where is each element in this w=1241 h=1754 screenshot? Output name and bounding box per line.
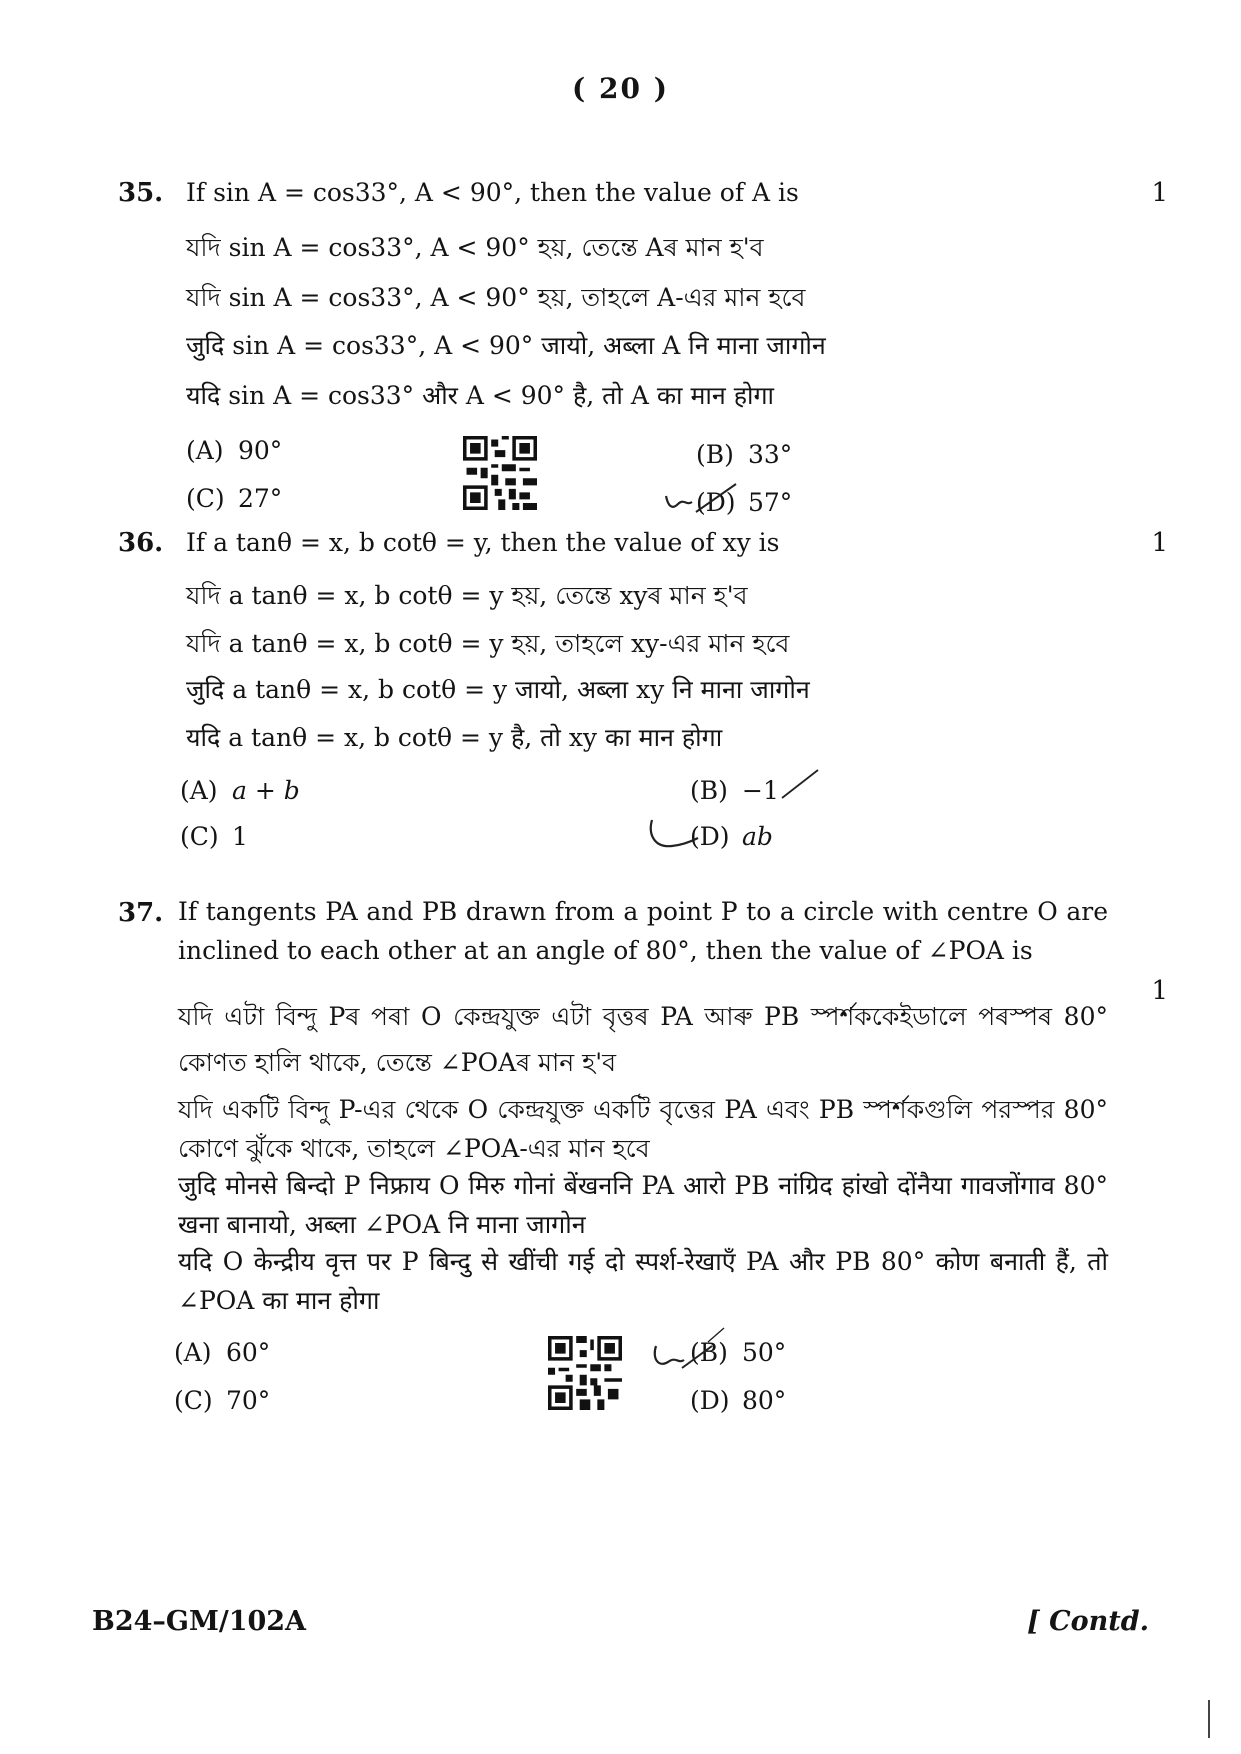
question-text-assamese: যদি sin A = cos33°, A < 90° হয়, তেন্তে Aৰ মান হ'ব <box>186 233 764 262</box>
margin-line <box>1208 1700 1210 1738</box>
question-text-assamese: যদি a tanθ = x, b cotθ = y হয়, তেন্তে xyৰ মান হ'ব <box>186 581 748 610</box>
option-d: (D) ab <box>690 822 773 851</box>
option-d: (D) 80° <box>690 1386 787 1415</box>
question-marks: 1 <box>1151 528 1168 558</box>
question-35 <box>118 178 1168 538</box>
question-text-bodo: जुदि मोनसे बिन्दो P निफ्राय O मिरु गोनां बेंखननि PA आरो PB नांग्रिद हांखो दोंनैया गावजोंगाव 80° खना बानायो, अब्ला ∠POA नि माना जागोन <box>178 1171 1108 1239</box>
question-text-bodo: जुदि sin A = cos33°, A < 90° जायो, अब्ला A नि माना जागोन <box>186 331 826 360</box>
question-text-hindi: यदि O केन्द्रीय वृत्त पर P बिन्दु से खींची गई दो स्पर्श-रेखाएँ PA और PB 80° कोण बनाती हैं, तो ∠POA का मान होगा <box>178 1247 1108 1315</box>
option-b: (B) −1 <box>690 776 779 805</box>
qr-code-icon <box>463 436 537 510</box>
paper-code: B24–GM/102A <box>92 1606 307 1637</box>
question-text-hindi: यदि sin A = cos33° और A < 90° है, तो A का मान होगा <box>186 381 775 410</box>
option-b: (B) 50° <box>690 1338 787 1367</box>
continued-label: [ Contd. <box>1026 1606 1149 1637</box>
question-text-bengali: যদি একটি বিন্দু P-এর থেকে O কেন্দ্রযুক্ত একটি বৃত্তের PA এবং PB স্পর্শকগুলি পরস্পর 80° কোণে ঝুঁকে থাকে, তাহলে ∠POA-এর মান হবে <box>178 1095 1108 1163</box>
option-d: (D) 57° <box>696 488 793 517</box>
qr-code-icon <box>548 1336 622 1410</box>
handwritten-tick-mark <box>648 1324 728 1380</box>
question-36 <box>118 528 1168 858</box>
option-b: (B) 33° <box>696 440 793 469</box>
question-number: 36. <box>118 528 164 558</box>
question-text-english: If sin A = cos33°, A < 90°, then the value of A is <box>186 178 799 207</box>
option-a: (A) 90° <box>186 436 283 465</box>
question-text-bengali: যদি a tanθ = x, b cotθ = y হয়, তাহলে xy-এর মান হবে <box>186 629 790 658</box>
option-a: (A) a + b <box>180 776 300 805</box>
question-text-hindi: यदि a tanθ = x, b cotθ = y है, तो xy का मान होगा <box>186 723 723 752</box>
option-c: (C) 1 <box>180 822 248 851</box>
question-text-bengali: যদি sin A = cos33°, A < 90° হয়, তাহলে A-এর মান হবে <box>186 283 806 312</box>
option-c: (C) 27° <box>186 484 283 513</box>
option-a: (A) 60° <box>174 1338 271 1367</box>
option-c: (C) 70° <box>174 1386 271 1415</box>
question-marks: 1 <box>1151 178 1168 208</box>
handwritten-stroke <box>778 764 822 804</box>
handwritten-tick-mark <box>662 476 742 520</box>
question-text-english: If tangents PA and PB drawn from a point P to a circle with centre O are inclined to each other at an angle of 80°, then the value of ∠POA is <box>178 897 1108 965</box>
question-text-assamese: যদি এটা বিন্দু Pৰ পৰা O কেন্দ্ৰযুক্ত এটা বৃত্তৰ PA আৰু PB স্পৰ্শককেইডালে পৰস্পৰ 80° কোণত হালি থাকে, তেন্তে ∠POAৰ মান হ'ব <box>178 1002 1108 1077</box>
page-number: ( 20 ) <box>572 72 669 105</box>
question-text-bodo: जुदि a tanθ = x, b cotθ = y जायो, अब्ला xy नि माना जागोन <box>186 675 810 704</box>
question-number: 37. <box>118 898 164 928</box>
handwritten-tick-mark <box>646 810 706 856</box>
question-marks: 1 <box>1151 976 1168 1006</box>
question-number: 35. <box>118 178 164 208</box>
question-37 <box>118 897 1168 1578</box>
question-text-english: If a tanθ = x, b cotθ = y, then the value of xy is <box>186 528 780 557</box>
